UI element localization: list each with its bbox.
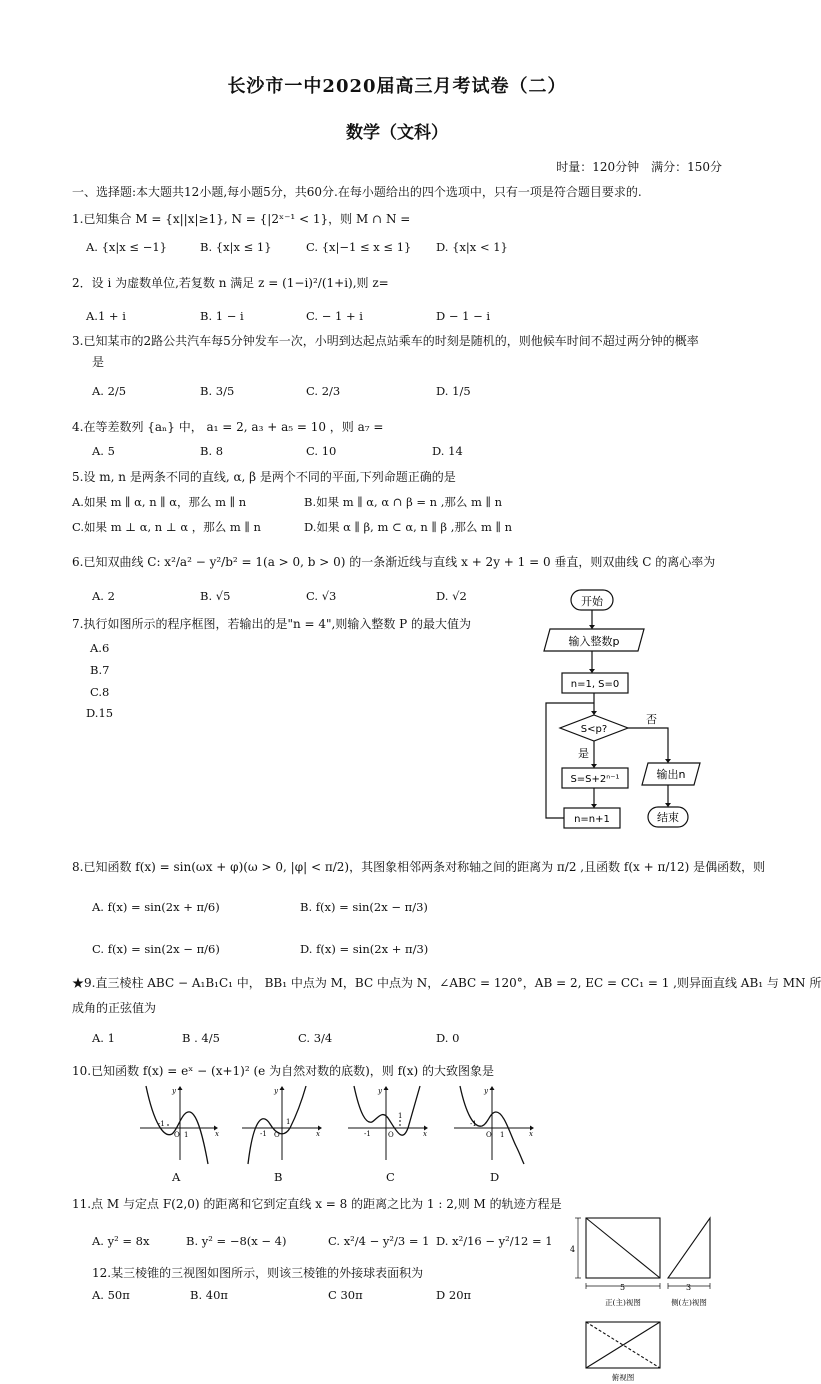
q7-option-b: B.7: [90, 663, 110, 677]
q3-option-c: C. 2/3: [306, 384, 341, 398]
q10-b-one: 1: [286, 1118, 291, 1126]
q4-option-c: C. 10: [306, 444, 337, 458]
flow-update-n-text: n=n+1: [574, 814, 610, 825]
q12-option-a: A. 50π: [92, 1288, 130, 1302]
q4-option-b: B. 8: [200, 444, 224, 458]
q10-a-one: 1: [184, 1131, 189, 1139]
side-view-triangle: [668, 1218, 710, 1278]
q10-graph-d: [452, 1084, 534, 1166]
front-width-label: 5: [620, 1283, 626, 1292]
q6-option-d: D. √2: [436, 589, 467, 603]
q10-a-x-label: x: [215, 1130, 219, 1138]
q10-b-y-label: y: [274, 1087, 278, 1095]
flow-yes-label: 是: [578, 747, 589, 760]
q5-option-d: D.如果 α ∥ β, m ⊂ α, n ∥ β ,那么 m ∥ n: [304, 520, 512, 534]
question-1: 1.已知集合 M = {x||x|≥1}, N = {|2ˣ⁻¹ < 1}，则 M ∩ N =: [72, 212, 411, 226]
exam-title: 长沙市一中2020届高三月考试卷（二）: [227, 76, 567, 97]
flow-init-text: n=1, S=0: [570, 679, 620, 690]
question-3: 3.已知某市的2路公共汽车每5分钟发车一次，小明到达起点站乘车的时刻是随机的，则他候车时间不超过两分钟的概率: [72, 334, 699, 348]
side-width-label: 3: [686, 1283, 692, 1292]
q8-option-c: C. f(x) = sin(2x − π/6): [92, 942, 220, 956]
q6-option-c: C. √3: [306, 589, 337, 603]
flow-no-label: 否: [646, 713, 657, 726]
q10-graph-c: [346, 1084, 428, 1166]
q8-option-d: D. f(x) = sin(2x + π/3): [300, 942, 429, 956]
q6-option-b: B. √5: [200, 589, 231, 603]
q10-label-a: A: [172, 1170, 181, 1184]
flow-end-text: 结束: [657, 811, 679, 824]
front-height-label: 4: [570, 1245, 576, 1254]
q2-option-b: B. 1 − i: [200, 309, 244, 323]
question-9-cont: 成角的正弦值为: [72, 1001, 157, 1015]
q10-d-y-label: y: [484, 1087, 488, 1095]
q4-option-a: A. 5: [92, 444, 115, 458]
q5-option-c: C.如果 m ⊥ α, n ⊥ α ，那么 m ∥ n: [72, 520, 261, 534]
flow-update-s-text: S=S+2ⁿ⁻¹: [570, 774, 620, 785]
question-8: 8.已知函数 f(x) = sin(ωx + φ)(ω > 0, |φ| < π/2)，其图象相邻两条对称轴之间的距离为 π/2 ,且函数 f(x + π/12) 是偶函数，则: [72, 860, 766, 874]
flow-condition-text: S<p?: [580, 724, 608, 735]
question-5: 5.设 m, n 是两条不同的直线, α, β 是两个不同的平面,下列命题正确的是: [72, 470, 456, 484]
q9-option-c: C. 3/4: [298, 1031, 333, 1045]
q9-option-d: D. 0: [436, 1031, 460, 1045]
q10-a-neg1: -1: [158, 1120, 165, 1128]
q3-option-a: A. 2/5: [92, 384, 127, 398]
q11-option-a: A. y² = 8x: [92, 1234, 150, 1248]
q10-label-d: D: [490, 1170, 500, 1184]
q10-a-origin: O: [174, 1131, 180, 1139]
q3-option-b: B. 3/5: [200, 384, 235, 398]
q12-option-c: C 30π: [328, 1288, 363, 1302]
flow-output-text: 输出n: [656, 768, 686, 781]
q11-option-d: D. x²/16 − y²/12 = 1: [436, 1234, 553, 1248]
top-view-diagonal: [586, 1322, 660, 1368]
q2-option-d: D − 1 − i: [436, 309, 491, 323]
q5-option-b: B.如果 m ∥ α, α ∩ β = n ,那么 m ∥ n: [304, 495, 502, 509]
q10-c-x-label: x: [423, 1130, 427, 1138]
question-2: 2．设 i 为虚数单位,若复数 n 满足 z = (1−i)²/(1+i),则 z=: [72, 276, 389, 290]
q10-a-y-label: y: [172, 1087, 176, 1095]
q2-option-a: A.1 + i: [86, 309, 126, 323]
q5-option-a: A.如果 m ∥ α, n ∥ α，那么 m ∥ n: [72, 495, 247, 509]
program-flowchart: [534, 585, 714, 847]
flow-input-text: 输入整数p: [568, 635, 620, 648]
question-6: 6.已知双曲线 C: x²/a² − y²/b² = 1(a > 0, b > 0) 的一条渐近线与直线 x + 2y + 1 = 0 垂直，则双曲线 C 的离心率为: [72, 555, 716, 569]
q6-option-a: A. 2: [92, 589, 115, 603]
q10-d-neg1: -1: [470, 1120, 477, 1128]
question-4: 4.在等差数列 {aₙ} 中， a₁ = 2, a₃ + a₅ = 10 ，则 a₇ =: [72, 420, 384, 434]
q4-option-d: D. 14: [432, 444, 463, 458]
q11-option-c: C. x²/4 − y²/3 = 1: [328, 1234, 430, 1248]
question-12: 12.某三棱锥的三视图如图所示，则该三棱锥的外接球表面积为: [92, 1266, 424, 1280]
q9-option-b: B . 4/5: [182, 1031, 220, 1045]
front-view-diagonal: [586, 1218, 660, 1278]
question-3-cont: 是: [92, 355, 105, 369]
q1-option-b: B. {x|x ≤ 1}: [200, 240, 272, 254]
question-7: 7.执行如图所示的程序框图，若输出的是"n = 4",则输入整数 P 的最大值为: [72, 617, 472, 631]
q7-option-c: C.8: [90, 685, 110, 699]
exam-meta: 时量：120分钟 满分：150分: [556, 160, 722, 174]
q10-c-y-label: y: [378, 1087, 382, 1095]
question-10: 10.已知函数 f(x) = eˣ − (x+1)² (e 为自然对数的底数)，则 f(x) 的大致图象是: [72, 1064, 494, 1078]
q10-d-x-label: x: [529, 1130, 533, 1138]
q7-option-d: D.15: [86, 706, 114, 720]
top-view-label: 俯视图: [611, 1373, 635, 1382]
q10-graph-b: [240, 1084, 322, 1166]
exam-subtitle: 数学（文科）: [346, 123, 448, 143]
q10-b-neg1: -1: [260, 1130, 267, 1138]
q8-option-a: A. f(x) = sin(2x + π/6): [92, 900, 220, 914]
q10-d-one: 1: [500, 1131, 505, 1139]
q10-d-origin: O: [486, 1131, 492, 1139]
q10-b-origin: O: [274, 1131, 280, 1139]
question-9: ★9.直三棱柱 ABC − A₁B₁C₁ 中， BB₁ 中点为 M，BC 中点为 N，∠ABC = 120°，AB = 2, EC = CC₁ = 1 ,则异面直线 AB₁ 与 MN 所: [72, 976, 821, 990]
q8-option-b: B. f(x) = sin(2x − π/3): [300, 900, 428, 914]
q2-option-c: C. − 1 + i: [306, 309, 363, 323]
section-intro: 一、选择题:本大题共12小题,每小题5分，共60分.在每小题给出的四个选项中，只有一项是符合题目要求的.: [72, 185, 642, 199]
q10-graph-a: [138, 1084, 218, 1166]
front-view-label: 正(主)视图: [605, 1298, 641, 1307]
q11-option-b: B. y² = −8(x − 4): [186, 1234, 287, 1248]
q10-c-neg1: -1: [364, 1130, 371, 1138]
q12-option-b: B. 40π: [190, 1288, 228, 1302]
q10-label-b: B: [274, 1170, 283, 1184]
q12-option-d: D 20π: [436, 1288, 472, 1302]
side-view-label: 侧(左)视图: [671, 1298, 707, 1307]
three-view-figure: [568, 1212, 718, 1384]
q10-c-origin: O: [388, 1131, 394, 1139]
q9-option-a: A. 1: [92, 1031, 115, 1045]
q10-label-c: C: [386, 1170, 395, 1184]
q1-option-c: C. {x|−1 ≤ x ≤ 1}: [306, 240, 412, 254]
q3-option-d: D. 1/5: [436, 384, 471, 398]
q10-b-x-label: x: [316, 1130, 320, 1138]
q1-option-a: A. {x|x ≤ −1}: [86, 240, 167, 254]
question-11: 11.点 M 与定点 F(2,0) 的距离和它到定直线 x = 8 的距离之比为 1 : 2,则 M 的轨迹方程是: [72, 1197, 562, 1211]
q10-c-one: 1: [398, 1112, 403, 1120]
q1-option-d: D. {x|x < 1}: [436, 240, 508, 254]
flow-start-text: 开始: [581, 595, 603, 608]
q7-option-a: A.6: [90, 641, 110, 655]
